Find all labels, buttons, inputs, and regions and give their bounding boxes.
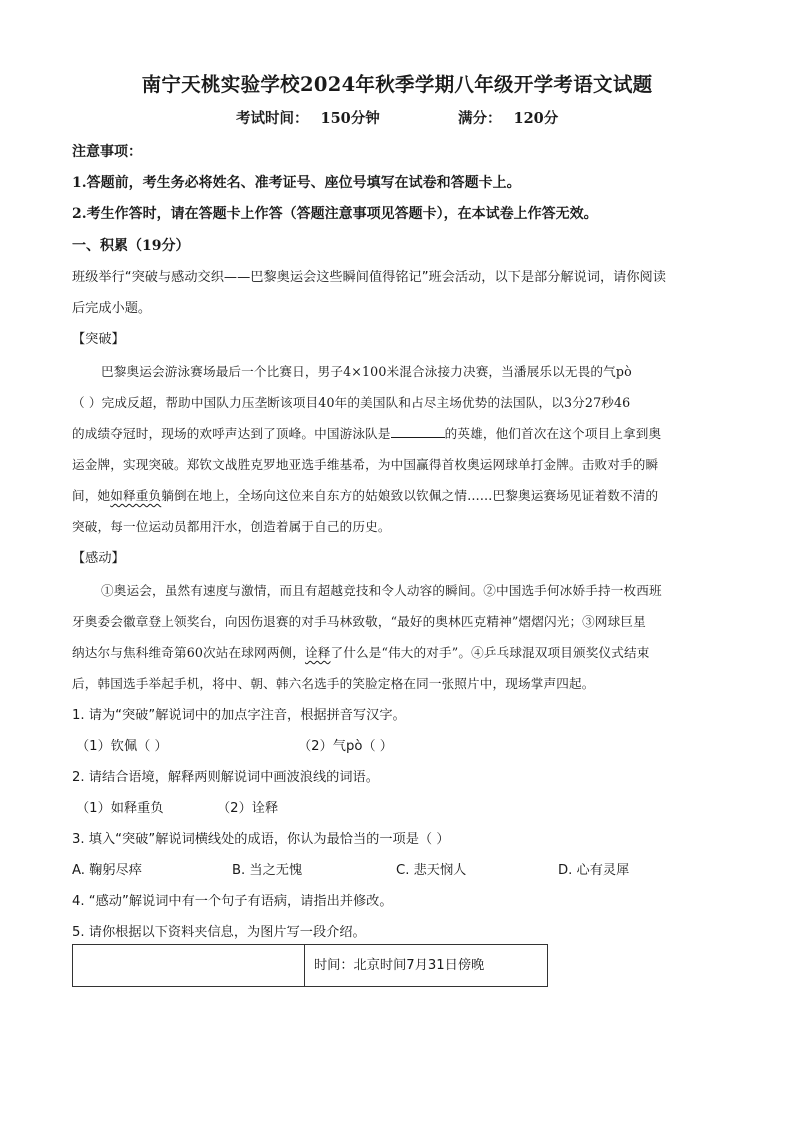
- tupo-label: 【突破】: [72, 332, 125, 347]
- question-4: 4. “感动”解说词中有一个句子有语病，请指出并修改。: [72, 894, 393, 909]
- gandong-line-1: ①奥运会，虽然有速度与激情，而且有超越竞技和令人动容的瞬间。②中国选手何冰娇手持一枚西班: [101, 583, 662, 598]
- tupo-line-3-start: 的成绩夺冠时，现场的欢呼声达到了顶峰。中国游泳队是: [72, 426, 391, 441]
- notice-item-2: 2.考生作答时，请在答题卡上作答（答题注意事项见答题卡），在本试卷上作答无效。: [72, 206, 598, 222]
- notice-item-1: 1.答题前，考生务必将姓名、准考证号、座位号填写在试卷和答题卡上。: [72, 175, 521, 191]
- question-1-part-2: （2）气pò（ ）: [298, 739, 393, 754]
- gandong-line-3-start: 纳达尔与焦科维奇第60次站在球网两侧，: [72, 645, 305, 660]
- question-5: 5. 请你根据以下资料夹信息，为图片写一段介绍。: [72, 925, 366, 940]
- question-2-part-2: （2）诠释: [217, 801, 279, 816]
- tupo-line-3: [72, 423, 661, 442]
- info-table: [72, 944, 548, 987]
- exam-score-label: 满分：: [458, 110, 502, 127]
- wavy-word-ru-shi-zhong-fu: 如释重负: [110, 488, 162, 503]
- tupo-line-3-end: 的英雄，他们首次在这个项目上拿到奥: [444, 426, 662, 441]
- question-1-part-1: （1）钦佩（ ）: [76, 739, 168, 754]
- tupo-line-5: [72, 485, 658, 504]
- wavy-word-quan-shi: 诠释: [304, 645, 331, 660]
- exam-time-label: 考试时间：: [236, 110, 309, 127]
- gandong-label: 【感动】: [72, 551, 125, 566]
- section-heading: 一、积累（19分）: [72, 238, 190, 254]
- exam-score-value: 120分: [513, 110, 559, 127]
- gandong-line-3: [72, 642, 650, 661]
- info-table-image-cell: [73, 945, 305, 986]
- gandong-line-3-end: 了什么是“伟大的对手”。④乒乓球混双项目颁奖仪式结束: [330, 645, 650, 660]
- exam-time-value: 150分钟: [320, 110, 380, 127]
- info-table-time-cell: 时间：北京时间7月31日傍晚: [314, 958, 485, 973]
- tupo-line-4: 运金牌，实现突破。郑钦文战胜克罗地亚选手维基希，为中国赢得首枚奥运网球单打金牌。击败对手的瞬: [72, 457, 659, 472]
- question-2: 2. 请结合语境，解释两则解说词中画波浪线的词语。: [72, 770, 379, 785]
- notice-heading: 注意事项：: [72, 144, 142, 160]
- tupo-line-2: （ ）完成反超，帮助中国队力压垄断该项目40年的美国队和占尽主场优势的法国队，以3分27秒46: [72, 395, 631, 410]
- tupo-line-6: 突破，每一位运动员都用汗水，创造着属于自己的历史。: [72, 519, 391, 534]
- gandong-line-4: 后，韩国选手举起手机，将中、朝、韩六名选手的笑脸定格在同一张照片中，现场掌声四起。: [72, 676, 595, 691]
- section-intro-line-2: 后完成小题。: [72, 301, 152, 316]
- question-3: 3. 填入“突破”解说词横线处的成语，你认为最恰当的一项是（ ）: [72, 832, 450, 847]
- question-3-option-d: D. 心有灵犀: [558, 863, 630, 878]
- tupo-line-5-start: 间，她: [72, 488, 111, 503]
- question-3-option-c: C. 悲天悯人: [396, 863, 467, 878]
- tupo-line-5-end: 躺倒在地上，全场向这位来自东方的姑娘致以钦佩之情……巴黎奥运赛场见证着数不清的: [161, 488, 659, 503]
- exam-title: 南宁天桃实验学校2024年秋季学期八年级开学考语文试题: [141, 73, 653, 96]
- exam-score: [458, 107, 558, 128]
- question-1: 1. 请为“突破”解说词中的加点字注音，根据拼音写汉字。: [72, 708, 406, 723]
- idiom-blank: [391, 425, 445, 438]
- section-intro-line-1: 班级举行“突破与感动交织——巴黎奥运会这些瞬间值得铭记”班会活动，以下是部分解说词，请你阅读: [72, 270, 666, 285]
- question-3-option-a: A. 鞠躬尽瘁: [72, 863, 142, 878]
- exam-time: [236, 107, 380, 128]
- gandong-line-2: 牙奥委会徽章登上领奖台，向因伤退赛的对手马林致敬，“最好的奥林匹克精神”熠熠闪光；③网球巨星: [72, 614, 646, 629]
- tupo-line-1: 巴黎奥运会游泳赛场最后一个比赛日，男子4×100米混合泳接力决赛，当潘展乐以无畏的气pò: [101, 364, 632, 379]
- question-2-part-1: （1）如释重负: [76, 801, 164, 816]
- question-3-option-b: B. 当之无愧: [232, 863, 303, 878]
